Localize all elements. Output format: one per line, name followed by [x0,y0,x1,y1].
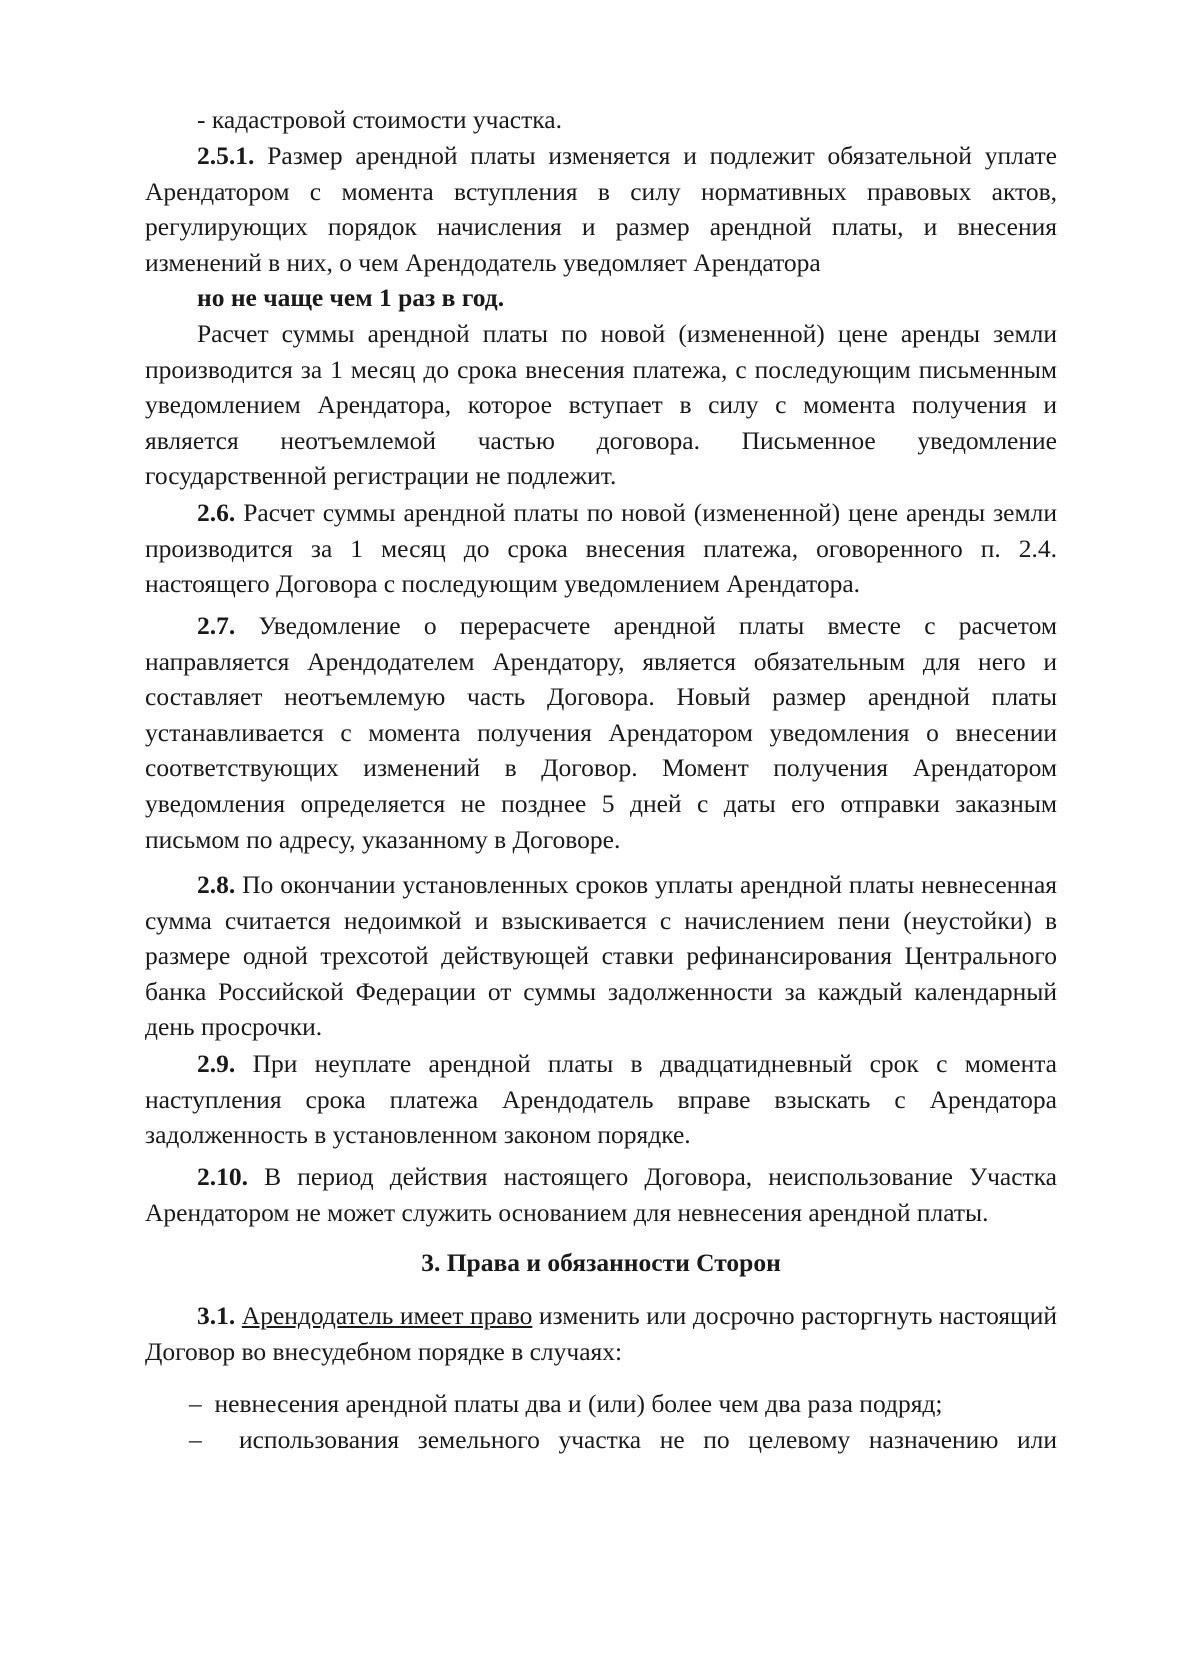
landlord-right-phrase: Арендодатель имеет право [241,1301,533,1330]
clause-2-5-1: 2.5.1. Размер арендной платы изменяется и подлежит обязательной уплате Арендатором с момента вступления в силу нормативных правовых актов, регулирующих порядок начисления и размер арендной платы, и внесения изменений в них, о чем Арендодатель уведомляет Арендатора но не чаще чем 1 раз в год. [145,141,1058,313]
clause-2-6 [145,495,1057,602]
clause-text: Уведомление о перерасчете арендной платы вместе с расчетом направляется Арендодателем Арендатору, является обязательным для него и составляет неотъемлемую часть Договора. Новый размер арендной платы устанавливается с момента получения Арендатором уведомления о внесении соответствующих изменений в Договор. Момент получения Арендатором уведомления определяется не позднее 5 дней с даты его отправки заказным письмом по адресу, указанному в Договоре. [145,611,1057,854]
clause-text: При неуплате арендной платы в двадцатидневный срок с момента наступления срока платежа Арендодатель вправе взыскать с Арендатора задолженность в установленном законом порядке. [145,1049,1058,1150]
clause-2-10 [145,1159,1057,1230]
recalculation-paragraph: Расчет суммы арендной платы по новой (измененной) цене аренды земли производится за 1 месяц до срока внесения платежа, с последующим письменным уведомлением Арендатора, которое вступает в силу с момента получения и является неотъемлемой частью договора. Письменное уведомление государственной регистрации не подлежит. [145,319,1057,491]
clause-number: 2.10. [197,1162,248,1191]
clause-text: изменить или досрочно расторгнуть настоящий Договор во внесудебном порядке в случаях: [145,1301,1057,1366]
clause-number: 2.5.1. [197,141,255,170]
termination-cases-list [145,1386,1057,1457]
clause-number: 2.6. [197,498,236,527]
clause-3-1 [145,1298,1057,1369]
clause-number: 2.9. [197,1049,236,1078]
clause-text: Размер арендной платы изменяется и подлежит обязательной уплате Арендатором с момента вступления в силу нормативных правовых актов, регулирующих порядок начисления и размер арендной платы, и внесения изменений в них, о чем Арендодатель уведомляет Арендатора [145,141,1058,277]
clause-2-8 [145,867,1057,1045]
clause-number: 2.8. [197,870,236,899]
clause-text: Расчет суммы арендной платы по новой (измененной) цене аренды земли производится за 1 месяц до срока внесения платежа, оговоренного п. 2.4. настоящего Договора с последующим уведомлением Арендатора. [145,498,1057,599]
list-item: – невнесения арендной платы два и (или) более чем два раза подряд; [189,1389,943,1418]
clause-number: 3.1. [197,1301,236,1330]
clause-text: В период действия настоящего Договора, неиспользование Участка Арендатором не может служить основанием для невнесения арендной платы. [145,1162,1058,1227]
list-item: – использования земельного участка не по целевому назначению или [189,1424,1058,1454]
clause-2-9 [145,1046,1057,1153]
clause-2-7 [145,608,1057,857]
frequency-limit: но не чаще чем 1 раз в год [197,283,498,313]
section-3-heading: 3. Права и обязанности Сторон [421,1248,781,1277]
clause-text: По окончании установленных сроков уплаты арендной платы невнесенная сумма считается недоимкой и взыскивается с начислением пени (неустойки) в размере одной трехсотой действующей ставки рефинансирования Центрального банка Российской Федерации от суммы задолженности за каждый календарный день просрочки. [145,870,1058,1042]
cadastral-value-line: - кадастровой стоимости участка. [197,105,562,134]
clause-number: 2.7. [197,611,236,640]
